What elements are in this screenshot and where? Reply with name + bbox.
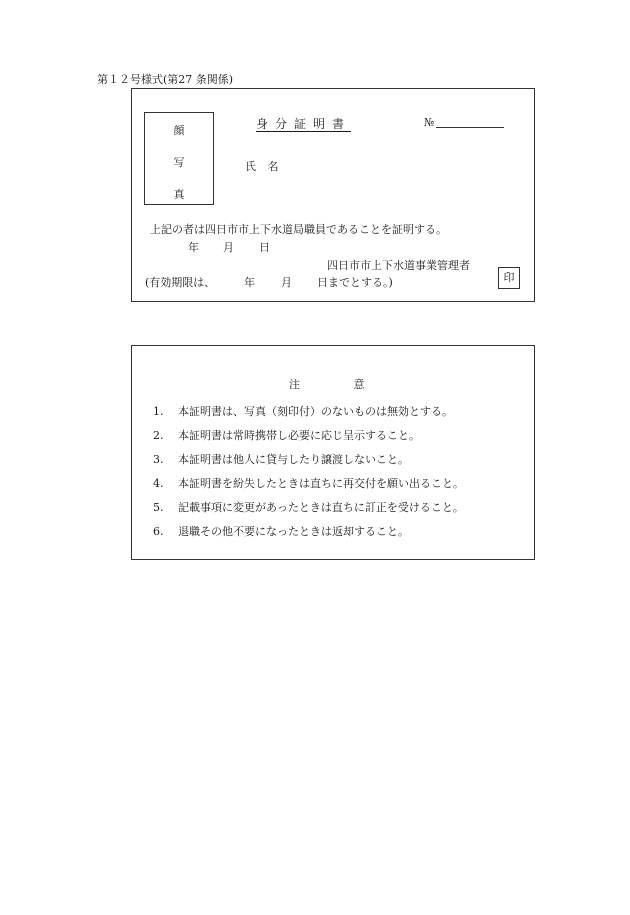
id-card-front (131, 88, 535, 302)
item-number: 4. (153, 477, 164, 490)
notice-list (153, 403, 464, 547)
list-item (153, 451, 464, 475)
number-field-line (436, 127, 504, 128)
id-card-back (131, 345, 535, 560)
issue-day-label: 日 (259, 241, 270, 254)
item-text: 本証明書は、写真（刻印付）のないものは無効とする。 (178, 405, 453, 418)
photo-char: 真 (173, 188, 185, 201)
photo-char: 写 (173, 156, 185, 169)
item-text: 本証明書は他人に貸与したり譲渡しないこと。 (178, 453, 409, 466)
list-item (153, 427, 464, 451)
issuer-name: 四日市市上下水道事業管理者 (327, 259, 470, 272)
item-number: 2. (153, 429, 164, 442)
item-text: 本証明書を紛失したときは直ちに再交付を願い出ること。 (178, 477, 464, 490)
validity-prefix: (有効期限は、 (145, 276, 216, 289)
name-label: 氏 名 (245, 160, 279, 173)
item-text: 本証明書は常時携帯し必要に応じ呈示すること。 (178, 429, 420, 442)
card-title: 身分証明書 (256, 117, 352, 131)
item-text: 記載事項に変更があったときは直ちに訂正を受けること。 (178, 501, 464, 514)
number-label: № (424, 116, 435, 129)
certification-text: 上記の者は四日市市上下水道局職員であることを証明する。 (150, 223, 447, 236)
item-text: 退職その他不要になったときは返却すること。 (178, 525, 409, 538)
item-number: 6. (153, 525, 164, 538)
list-item (153, 475, 464, 499)
seal-box: 印 (498, 267, 520, 289)
form-number: 第１２号様式(第27 条関係) (97, 73, 234, 86)
issue-year-label: 年 (188, 241, 199, 254)
photo-char: 顔 (173, 124, 185, 137)
photo-box (144, 112, 214, 205)
list-item (153, 403, 464, 427)
validity-month-label: 月 (281, 276, 292, 289)
notice-title: 注 意 (289, 378, 365, 391)
validity-suffix: 日までとする。) (317, 276, 393, 289)
issue-month-label: 月 (223, 241, 234, 254)
item-number: 5. (153, 501, 164, 514)
list-item (153, 523, 464, 547)
list-item (153, 499, 464, 523)
item-number: 3. (153, 453, 164, 466)
validity-year-label: 年 (244, 276, 255, 289)
item-number: 1. (153, 405, 164, 418)
